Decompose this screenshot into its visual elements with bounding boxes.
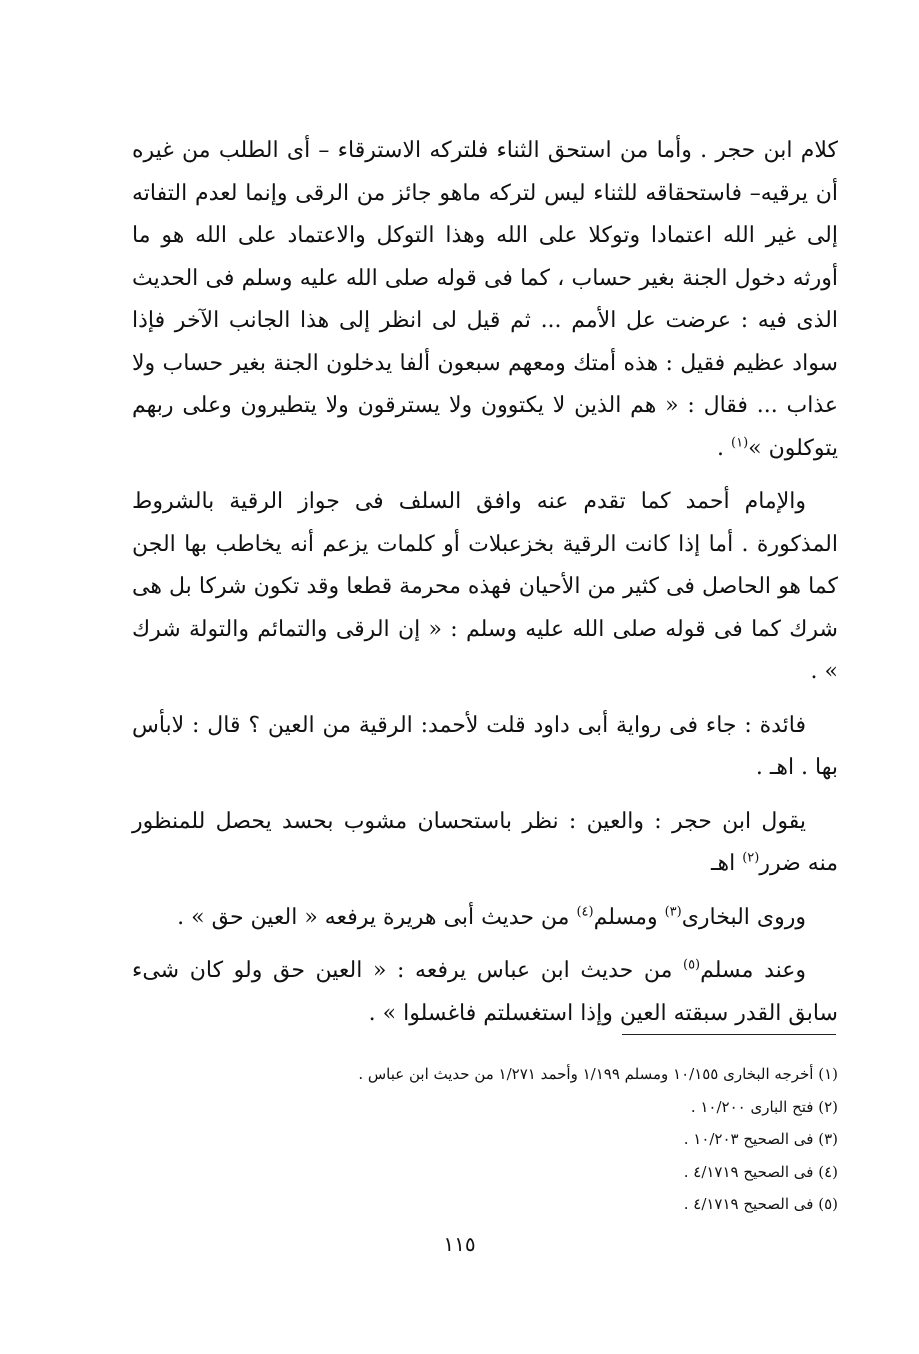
page-number: ١١٥: [443, 1232, 476, 1256]
footnote-ref-5: (٥): [682, 957, 701, 973]
footnote-separator: [622, 1034, 836, 1035]
footnote-ref-3: (٣): [664, 904, 682, 920]
footnote-5: (٥) فى الصحيح ٤/١٧١٩ .: [683, 1195, 838, 1213]
footnote-1: (١) أخرجه البخارى ١٠/١٥٥ ومسلم ١/١٩٩ وأحمد ١/٢٧١ من حديث ابن عباس .: [358, 1065, 838, 1083]
footnote-ref-1: (١): [731, 435, 749, 451]
footnote-3: (٣) فى الصحيح ١٠/٢٠٣ .: [683, 1130, 838, 1148]
paragraph-2-text: والإمام أحمد كما تقدم عنه وافق السلف فى جواز الرقية بالشروط المذكورة . أما إذا كانت الرقية بخزعبلات أو كلمات يزعم أنه يخاطب بها الجن كما هو الحاصل فى كثير من الأحيان فهذه محرمة قطعا وقد تكون شركا بل هى شرك كما فى قوله صلى الله عليه وسلم : « إن الرقى والتمائم والتولة شرك » .: [132, 489, 838, 684]
paragraph-5-mid: ومسلم: [593, 904, 665, 930]
paragraph-1-tail: .: [717, 435, 731, 461]
footnote-2: (٢) فتح البارى ١٠/٢٠٠ .: [690, 1097, 838, 1116]
footnotes: [132, 1058, 838, 1221]
paragraph-5: [132, 897, 838, 940]
paragraph-5-text: وروى البخارى: [681, 904, 806, 930]
paragraph-3: [132, 705, 838, 790]
paragraph-3-text: فائدة : جاء فى رواية أبى داود قلت لأحمد: الرقية من العين ؟ قال : لابأس بها . اهـ .: [132, 712, 838, 780]
paragraph-4-tail: اهـ: [711, 851, 743, 876]
paragraph-5-tail: من حديث أبى هريرة يرفعه « العين حق » .: [177, 904, 577, 930]
paragraph-4-text: يقول ابن حجر : والعين : نظر باستحسان مشوب بحسد يحصل للمنظور منه ضرر: [132, 808, 838, 876]
footnote-ref-2: (٢): [742, 850, 760, 866]
footnote-4: (٤) فى الصحيح ٤/١٧١٩ .: [683, 1162, 838, 1181]
paragraph-1: [132, 130, 838, 470]
paragraph-6-text: وعند مسلم: [700, 958, 807, 983]
paragraph-4: [132, 801, 838, 886]
paragraph-6-tail: من حديث ابن عباس يرفعه : « العين حق ولو كان شىء سابق القدر سبقته العين وإذا استغسلتم فاغسلوا » .: [132, 958, 838, 1026]
paragraph-2: [132, 481, 838, 694]
paragraph-1-text: كلام ابن حجر . وأما من استحق الثناء فلتركه الاسترقاء – أى الطلب من غيره أن يرقيه– فاستحقاقه للثناء ليس لتركه ماهو جائز من الرقى وإنما لعدم التفاته إلى غير الله اعتمادا وتوكلا على الله وهذا التوكل والاعتماد على الله هو ما أورثه دخول الجنة بغير حساب ، كما فى قوله صلى الله عليه وسلم فى الحديث الذى فيه : عرضت عل الأمم ... ثم قيل لى انظر إلى هذا الجانب الآخر فإذا سواد عظيم فقيل : هذه أمتك ومعهم سبعون ألفا يدخلون الجنة بغير حساب ولا عذاب ... فقال : « هم الذين لا يكتوون ولا يسترقون ولا يتطيرون وعلى ربهم يتوكلون »: [132, 138, 838, 461]
paragraph-6: [132, 950, 838, 1035]
main-text: [132, 130, 838, 1035]
footnote-ref-4: (٤): [576, 904, 594, 920]
